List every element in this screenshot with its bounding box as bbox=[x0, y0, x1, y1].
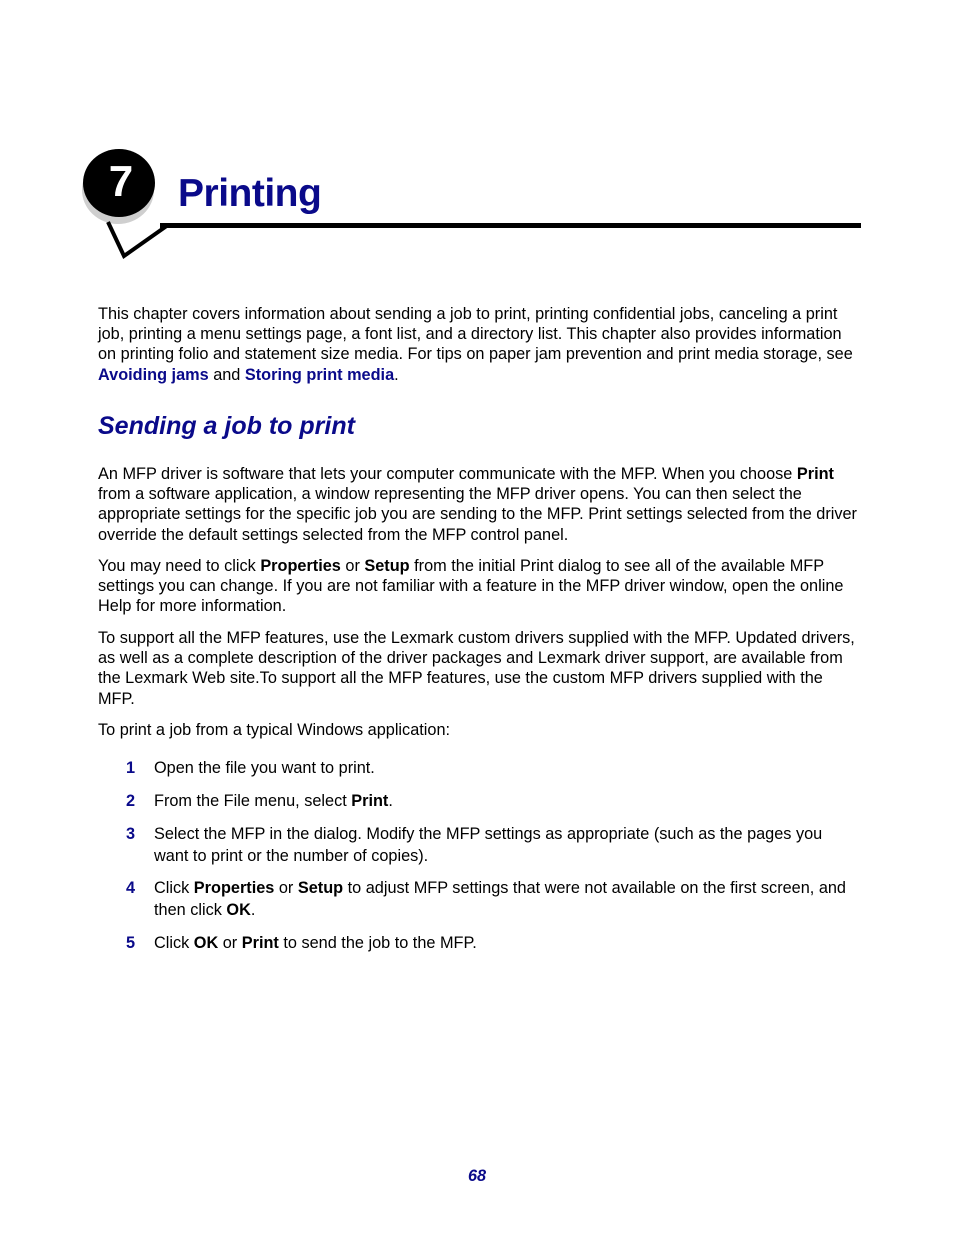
step-text-part: Click bbox=[154, 934, 194, 952]
chapter-number-badge bbox=[78, 140, 178, 260]
step-text bbox=[154, 790, 858, 812]
step-text-part: or bbox=[274, 879, 298, 897]
section-heading: Sending a job to print bbox=[98, 412, 355, 440]
paragraph-text: You may need to click bbox=[98, 557, 261, 575]
paragraph-driver bbox=[98, 464, 858, 545]
intro-text: and bbox=[208, 365, 245, 384]
step-text-part: Open the file you want to print. bbox=[154, 759, 375, 777]
bold-term: Properties bbox=[193, 879, 275, 897]
paragraph-text: or bbox=[340, 557, 365, 575]
step-number: 2 bbox=[126, 792, 136, 810]
paragraph-drivers: To support all the MFP features, use the Lexmark custom drivers supplied with the MFP. Updated drivers, as well as a complete description of the driver packages and Lexmark driver support, are available from the Lexmark Web site.To support all the MFP features, use the custom MFP drivers supplied with the MFP. bbox=[98, 629, 855, 708]
step-text-part: From the File menu, select bbox=[154, 792, 352, 810]
chapter-number: 7 bbox=[108, 157, 134, 206]
intro-text: This chapter covers information about sending a job to print, printing confidential jobs, canceling a print job, printing a menu settings page, a font list, and a directory list. This chapter also provides information on printing folio and statement size media. For tips on paper jam prevention and print media storage, see bbox=[98, 305, 853, 364]
step-text bbox=[154, 932, 858, 954]
step-text-part: to adjust MFP settings that were not available on the first screen, and then click bbox=[154, 879, 846, 919]
bold-term: Properties bbox=[260, 557, 341, 575]
paragraph-text: An MFP driver is software that lets your computer communicate with the MFP. When you choose bbox=[98, 465, 797, 483]
chapter-title: Printing bbox=[178, 172, 322, 215]
intro-paragraph bbox=[98, 304, 858, 385]
bold-term: OK bbox=[226, 901, 251, 919]
bold-term: Print bbox=[796, 465, 834, 483]
paragraph-text: from the initial Print dialog to see all of the available MFP settings you can change. If you are not familiar with a feature in the MFP driver window, open the online Help for more information. bbox=[98, 557, 844, 616]
step-text bbox=[154, 757, 858, 779]
bold-term: Print bbox=[241, 934, 279, 952]
link-storing-print-media[interactable]: Storing print media bbox=[244, 365, 395, 384]
step-number: 3 bbox=[126, 825, 136, 843]
page-number: 68 bbox=[467, 1167, 487, 1185]
step-text-part: or bbox=[218, 934, 242, 952]
step-number: 4 bbox=[126, 879, 136, 897]
bold-term: OK bbox=[193, 934, 219, 952]
link-avoiding-jams[interactable]: Avoiding jams bbox=[98, 365, 209, 384]
intro-text: . bbox=[394, 365, 399, 384]
bold-term: Setup bbox=[297, 879, 344, 897]
paragraph-properties bbox=[98, 556, 858, 617]
step-text-part: . bbox=[388, 792, 393, 810]
step-number: 1 bbox=[126, 759, 136, 777]
step-text-part: . bbox=[250, 901, 256, 919]
step-text-part: Click bbox=[154, 879, 194, 897]
bold-term: Print bbox=[351, 792, 389, 810]
step-number: 5 bbox=[126, 934, 136, 952]
paragraph-steps-intro: To print a job from a typical Windows application: bbox=[98, 721, 451, 739]
step-text-part: Select the MFP in the dialog. Modify the MFP settings as appropriate (such as the pages you want to print or the number of copies). bbox=[154, 825, 823, 865]
title-rule bbox=[160, 223, 861, 228]
bold-term: Setup bbox=[364, 557, 410, 575]
paragraph-text: from a software application, a window representing the MFP driver opens. You can then select the appropriate settings for the specific job you are sending to the MFP. Print settings selected from the driver override the default settings selected from the MFP control panel. bbox=[98, 485, 857, 544]
step-text bbox=[154, 877, 858, 921]
step-text-part: to send the job to the MFP. bbox=[278, 934, 477, 952]
step-text bbox=[154, 823, 858, 867]
